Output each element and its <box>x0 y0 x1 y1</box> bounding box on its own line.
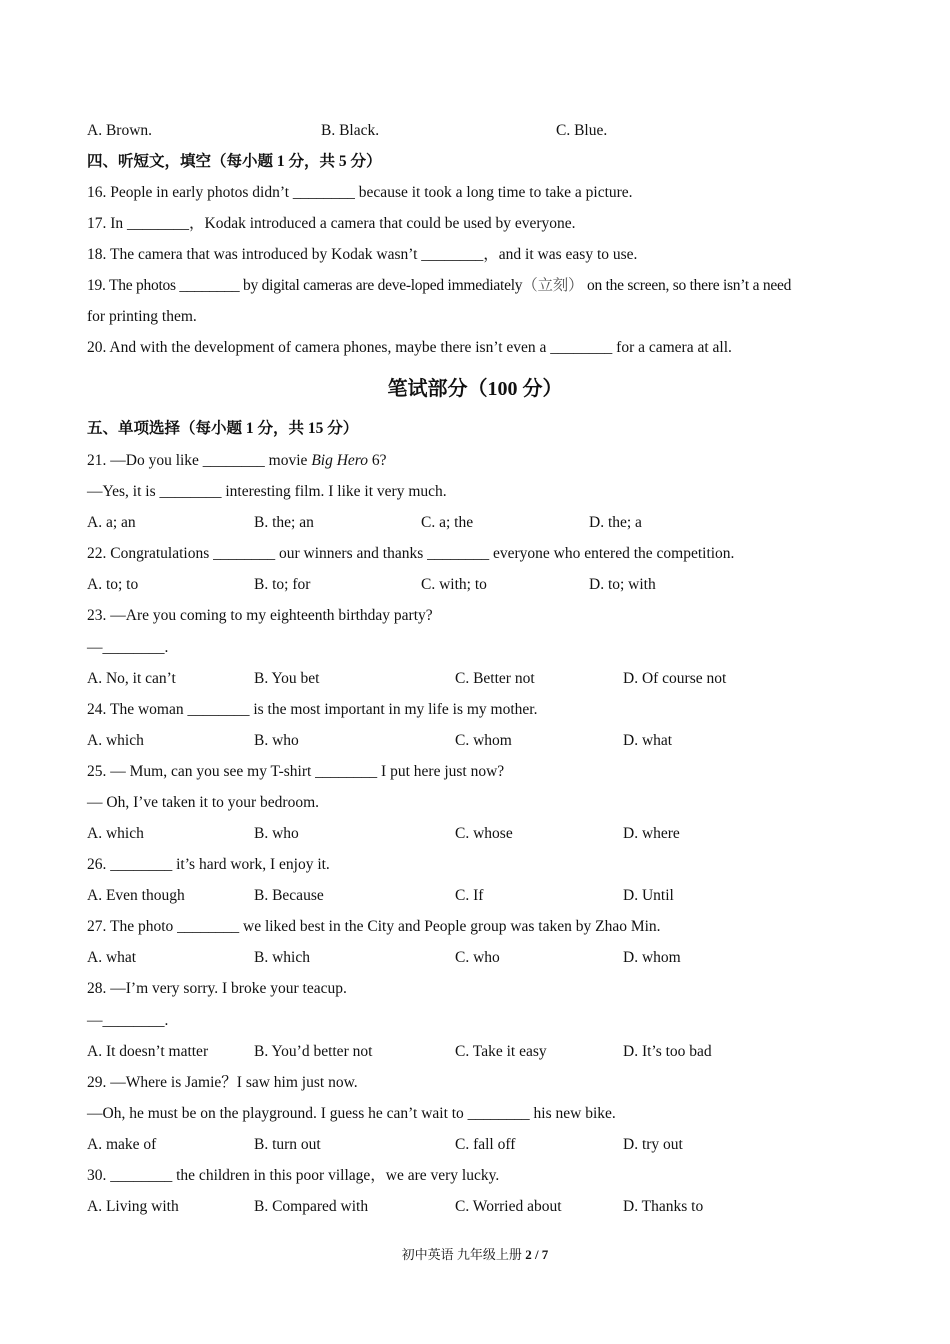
option-c: C. with; to <box>421 576 487 593</box>
footer-text: 初中英语 九年级上册 <box>401 1247 526 1262</box>
question-23-line2: —________. <box>87 639 169 656</box>
question-26: 26. ________ it’s hard work, I enjoy it. <box>87 856 330 873</box>
option-d: D. It’s too bad <box>623 1043 712 1060</box>
page-title: 笔试部分（100 分） <box>387 378 563 400</box>
option-c: C. a; the <box>421 514 474 531</box>
option-a: A. to; to <box>87 576 139 593</box>
q19-text-cont: on the screen, so there isn’t a need <box>583 277 792 294</box>
option-c: C. whose <box>455 825 513 842</box>
option-a: A. what <box>87 949 137 966</box>
question-19 <box>87 276 791 296</box>
question-23: 23. —Are you coming to my eighteenth birthday party? <box>87 607 433 624</box>
option-a: A. which <box>87 732 144 749</box>
option-b: B. to; for <box>254 576 311 593</box>
option-d: D. try out <box>623 1136 683 1153</box>
question-29: 29. —Where is Jamie？I saw him just now. <box>87 1074 358 1091</box>
option-c: C. whom <box>455 732 512 749</box>
question-22: 22. Congratulations ________ our winners and thanks ________ everyone who entered the competition. <box>87 545 735 562</box>
question-28-line2: —________. <box>87 1012 169 1029</box>
question-21-line2: —Yes, it is ________ interesting film. I like it very much. <box>87 483 447 500</box>
option-b: B. the; an <box>254 514 314 531</box>
option-c: C. Better not <box>455 670 535 687</box>
question-18: 18. The camera that was introduced by Kodak wasn’t ________，and it was easy to use. <box>87 246 638 263</box>
option-d: D. to; with <box>589 576 656 593</box>
option-d: D. Thanks to <box>623 1198 704 1215</box>
option-d: D. whom <box>623 949 681 966</box>
question-27: 27. The photo ________ we liked best in the City and People group was taken by Zhao Min. <box>87 918 661 935</box>
question-30: 30. ________ the children in this poor village，we are very lucky. <box>87 1167 500 1184</box>
option-c: C. Blue. <box>556 122 608 139</box>
option-d: D. what <box>623 732 673 749</box>
option-b: B. You’d better not <box>254 1043 373 1060</box>
option-d: D. where <box>623 825 680 842</box>
option-a: A. No, it can’t <box>87 670 176 687</box>
option-d: D. the; a <box>589 514 642 531</box>
section-heading: 四、听短文，填空（每小题 1 分，共 5 分） <box>87 153 382 170</box>
option-c: C. If <box>455 887 484 904</box>
question-21 <box>87 451 387 471</box>
option-a: A. Living with <box>87 1198 179 1215</box>
page-footer <box>0 1246 950 1264</box>
question-29-line2: —Oh, he must be on the playground. I guess he can’t wait to ________ his new bike. <box>87 1105 616 1122</box>
q19-chinese-gloss: （立刻） <box>522 277 584 294</box>
question-19-cont: for printing them. <box>87 308 197 325</box>
option-c: C. Worried about <box>455 1198 562 1215</box>
question-25: 25. — Mum, can you see my T-shirt ________ I put here just now? <box>87 763 505 780</box>
page-number: 2 / 7 <box>525 1247 549 1262</box>
q21-movie-title: Big Hero <box>311 452 368 469</box>
option-c: C. fall off <box>455 1136 516 1153</box>
option-b: B. Because <box>254 887 324 904</box>
option-b: B. who <box>254 825 299 842</box>
option-a: A. Even though <box>87 887 185 904</box>
option-d: D. Until <box>623 887 674 904</box>
q19-text: 19. The photos ________ by digital cameras are deve-loped immediately <box>87 277 523 294</box>
q21-text: 21. —Do you like ________ movie <box>87 452 312 469</box>
option-a: A. Brown. <box>87 122 153 139</box>
question-25-line2: — Oh, I’ve taken it to your bedroom. <box>87 794 320 811</box>
question-28: 28. —I’m very sorry. I broke your teacup. <box>87 980 347 997</box>
option-d: D. Of course not <box>623 670 727 687</box>
question-24: 24. The woman ________ is the most important in my life is my mother. <box>87 701 538 718</box>
option-b: B. Compared with <box>254 1198 369 1215</box>
option-c: C. who <box>455 949 500 966</box>
section-heading: 五、单项选择（每小题 1 分，共 15 分） <box>87 420 359 437</box>
q21-text-end: 6? <box>368 452 387 469</box>
option-a: A. make of <box>87 1136 157 1153</box>
option-a: A. a; an <box>87 514 136 531</box>
option-c: C. Take it easy <box>455 1043 547 1060</box>
question-20: 20. And with the development of camera phones, maybe there isn’t even a ________ for a camera at all. <box>87 339 732 356</box>
option-b: B. You bet <box>254 670 320 687</box>
option-b: B. which <box>254 949 310 966</box>
question-16: 16. People in early photos didn’t ________ because it took a long time to take a picture. <box>87 184 633 201</box>
option-b: B. who <box>254 732 299 749</box>
option-a: A. It doesn’t matter <box>87 1043 209 1060</box>
option-a: A. which <box>87 825 144 842</box>
option-b: B. Black. <box>321 122 380 139</box>
question-17: 17. In ________，Kodak introduced a camera that could be used by everyone. <box>87 215 576 232</box>
option-b: B. turn out <box>254 1136 321 1153</box>
